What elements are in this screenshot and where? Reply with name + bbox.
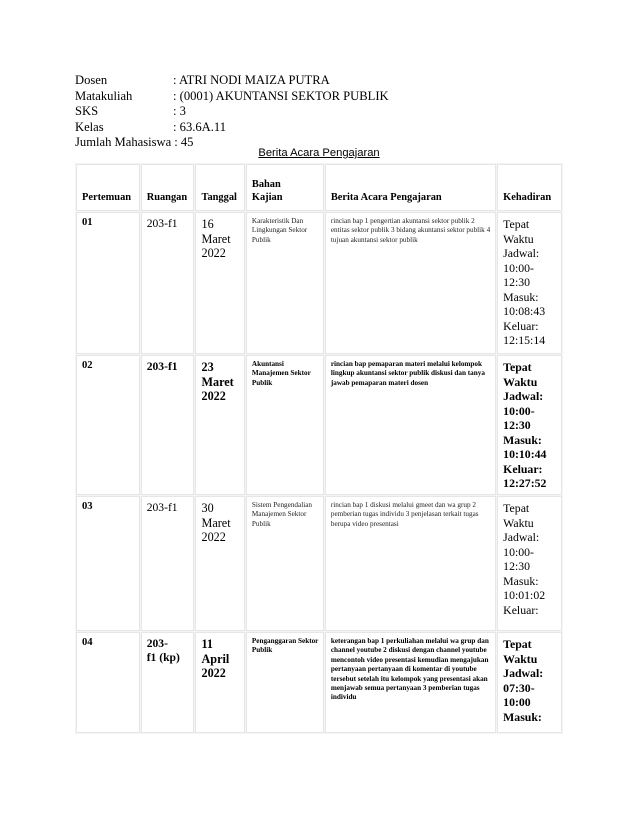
attendance-line: 10:08:43 <box>503 304 546 318</box>
cell-ruangan: 203-f1 <box>141 355 195 495</box>
attendance-line: 10:00- <box>503 403 535 418</box>
matakuliah-label: Matakuliah <box>75 88 133 103</box>
room-line: f1 (kp) <box>146 651 180 664</box>
info-row-matakuliah <box>75 89 565 105</box>
cell-pertemuan: 04 <box>76 632 140 733</box>
info-row-dosen <box>75 73 565 89</box>
attendance-line: Tepat <box>503 637 532 651</box>
table-row <box>76 355 562 495</box>
cell-bahan-kajian: Karakteristik Dan Lingkungan Sektor Publik <box>246 212 324 354</box>
col-header-bahan-kajian <box>246 164 324 211</box>
date-month: Maret <box>201 231 231 246</box>
cell-tanggal <box>195 355 244 495</box>
cell-kehadiran <box>497 496 562 631</box>
attendance-line: Masuk: <box>503 573 539 588</box>
col-header-berita-acara: Berita Acara Pengajaran <box>325 164 496 211</box>
report-title: Berita Acara Pengajaran <box>258 147 380 159</box>
attendance-line: 10:01:02 <box>503 588 546 602</box>
date-year: 2022 <box>201 389 226 404</box>
cell-tanggal <box>195 212 244 354</box>
col-header-kehadiran: Kehadiran <box>497 164 562 211</box>
col-header-tanggal: Tanggal <box>195 164 244 211</box>
cell-pertemuan: 03 <box>76 496 140 631</box>
room-line: 203- <box>146 637 168 650</box>
date-day: 11 <box>201 637 213 651</box>
attendance-line: Jadwal: <box>503 530 540 544</box>
cell-berita-acara: rincian bap 1 pengertian akuntansi sektor publik 2 entitas sektor publik 3 bidang akuntansi sektor publik 4 tujuan akuntansi sektor publik <box>325 212 496 354</box>
attendance-line: Jadwal: <box>503 246 540 260</box>
cell-bahan-kajian: Akuntansi Manajemen Sektor Publik <box>246 355 324 495</box>
date-day: 30 <box>201 501 214 515</box>
sks-value: : 3 <box>173 104 186 118</box>
dosen-label: Dosen <box>75 73 108 87</box>
attendance-line: 12:30 <box>503 559 531 573</box>
table-row <box>76 212 562 354</box>
bahan-header-line-2: Kajian <box>251 192 283 203</box>
attendance-line: Jadwal: <box>503 666 544 680</box>
cell-tanggal <box>195 632 244 733</box>
date-month: April <box>201 651 230 666</box>
cell-kehadiran <box>497 355 562 495</box>
course-info <box>75 73 565 151</box>
attendance-line: Masuk: <box>503 289 539 304</box>
cell-tanggal <box>195 496 244 631</box>
col-header-ruangan: Ruangan <box>141 164 195 211</box>
dosen-value: : ATRI NODI MAIZA PUTRA <box>173 73 330 87</box>
date-year: 2022 <box>201 246 226 261</box>
attendance-line: Keluar: <box>503 318 539 333</box>
attendance-line: 12:30 <box>503 418 531 432</box>
attendance-line: Waktu <box>503 651 538 666</box>
cell-ruangan: 203-f1 <box>141 496 195 631</box>
attendance-line: 10:10:44 <box>503 447 547 461</box>
attendance-line: 10:00- <box>503 544 534 559</box>
col-header-pertemuan: Pertemuan <box>76 164 140 211</box>
attendance-line: Waktu <box>503 515 534 530</box>
cell-ruangan <box>141 632 195 733</box>
attendance-line: Tepat <box>503 360 532 374</box>
info-row-kelas <box>75 120 565 136</box>
cell-berita-acara: keterangan bap 1 perkuliahan melalui wa grup dan channel youtube 2 diskusi dengan channel youtube mencontoh video presentasi kemudian mengajukan pertanyaan pertanyaan di komentar di youtube tersebut setelah itu kelompok yang presentasi akan menjawab semua pertanyaan 3 pemberian tugas individu <box>325 632 496 733</box>
attendance-line: 10:00- <box>503 260 534 275</box>
cell-berita-acara: rincian bap 1 diskusi melalui gmeet dan wa grup 2 pemberian tugas individu 3 penjelasan terkait tugas berupa video presentasi <box>325 496 496 631</box>
attendance-line: 07:30- <box>503 680 535 695</box>
attendance-line: 12:15:14 <box>503 333 546 347</box>
attendance-line: Waktu <box>503 374 538 389</box>
table-header-row <box>76 164 562 211</box>
date-year: 2022 <box>201 666 226 681</box>
cell-pertemuan: 02 <box>76 355 140 495</box>
jumlah-value: : 45 <box>174 135 194 149</box>
cell-berita-acara: rincian bap pemaparan materi melalui kelompok lingkup akuntansi sektor publik diskusi dan tanya jawab pemaparan materi dosen <box>325 355 496 495</box>
cell-pertemuan: 01 <box>76 212 140 354</box>
date-month: Maret <box>201 374 234 389</box>
attendance-line: Keluar: <box>503 461 543 476</box>
cell-bahan-kajian: Penganggaran Sektor Publik <box>246 632 324 733</box>
table-row <box>76 496 562 631</box>
kelas-value: : 63.6A.11 <box>173 119 227 134</box>
date-day: 23 <box>201 360 214 374</box>
attendance-line: Waktu <box>503 231 534 246</box>
attendance-line: Tepat <box>503 501 530 515</box>
attendance-line: Tepat <box>503 217 530 231</box>
cell-ruangan: 203-f1 <box>141 212 195 354</box>
attendance-line: 10:00 <box>503 695 531 709</box>
attendance-line: Masuk: <box>503 432 542 447</box>
date-year: 2022 <box>201 530 226 545</box>
table-row <box>76 632 562 733</box>
date-day: 16 <box>201 217 214 231</box>
date-month: Maret <box>201 515 231 530</box>
sks-label: SKS <box>75 104 99 118</box>
attendance-line: 12:27:52 <box>503 476 547 490</box>
attendance-line: Masuk: <box>503 709 542 724</box>
cell-bahan-kajian: Sistem Pengendalian Manajemen Sektor Publik <box>246 496 324 631</box>
info-row-sks <box>75 104 565 120</box>
attendance-line: 12:30 <box>503 275 531 289</box>
kelas-label: Kelas <box>75 119 104 134</box>
bahan-header-line-1: Bahan <box>251 179 281 190</box>
jumlah-label: Jumlah Mahasiswa <box>75 135 172 149</box>
cell-kehadiran <box>497 632 562 733</box>
attendance-line: Keluar: <box>503 602 539 617</box>
cell-kehadiran <box>497 212 562 354</box>
attendance-line: Jadwal: <box>503 389 544 403</box>
matakuliah-value: : (0001) AKUNTANSI SEKTOR PUBLIK <box>173 88 389 103</box>
teaching-report-table <box>75 163 563 734</box>
